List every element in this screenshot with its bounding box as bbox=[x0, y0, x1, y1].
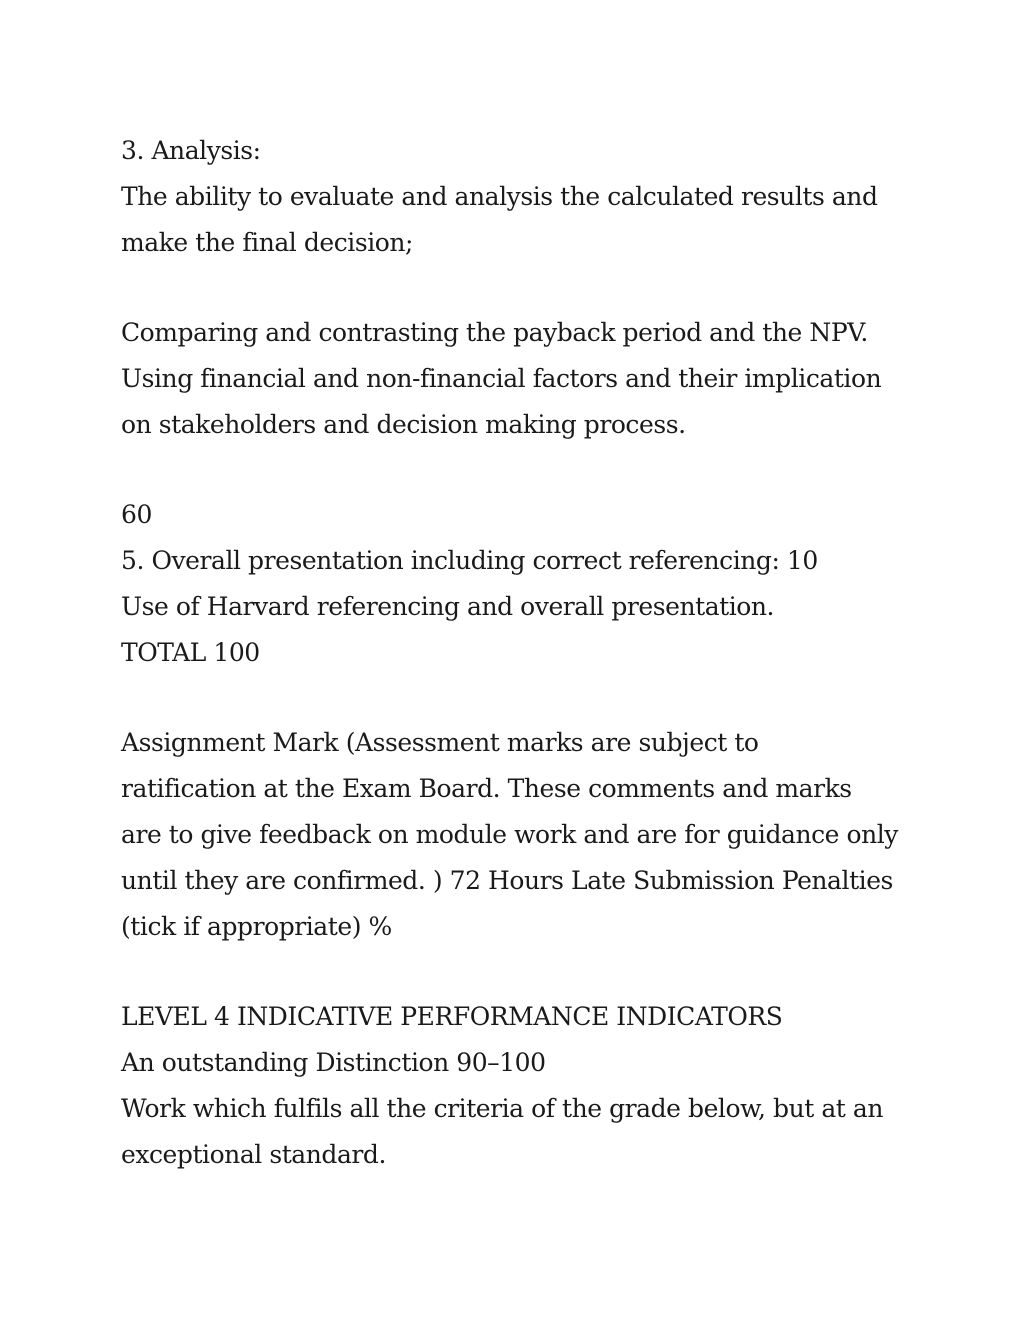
paragraph-spacer bbox=[121, 266, 921, 310]
paragraph-line: make the final decision; bbox=[121, 228, 413, 257]
paragraph-spacer bbox=[121, 950, 921, 994]
paragraph-line: exceptional standard. bbox=[121, 1140, 386, 1169]
paragraph-line: Work which fulfils all the criteria of the grade below, but at an bbox=[121, 1094, 883, 1123]
paragraph-line: Comparing and contrasting the payback period and the NPV. bbox=[121, 318, 868, 347]
grade-band-heading: An outstanding Distinction 90–100 bbox=[121, 1048, 546, 1077]
section-heading-level4: LEVEL 4 INDICATIVE PERFORMANCE INDICATORS bbox=[121, 1002, 783, 1031]
paragraph-spacer bbox=[121, 448, 921, 492]
comparison-paragraph bbox=[121, 310, 921, 448]
paragraph-line: on stakeholders and decision making process. bbox=[121, 410, 686, 439]
assignment-mark-paragraph bbox=[121, 720, 921, 950]
paragraph-line: The ability to evaluate and analysis the calculated results and bbox=[121, 182, 878, 211]
paragraph-line: until they are confirmed. ) 72 Hours Late Submission Penalties bbox=[121, 866, 893, 895]
section-heading-presentation: 5. Overall presentation including correct referencing: 10 bbox=[121, 546, 818, 575]
paragraph-line: Use of Harvard referencing and overall presentation. bbox=[121, 592, 775, 621]
performance-indicators-section bbox=[121, 994, 921, 1178]
paragraph-spacer bbox=[121, 676, 921, 720]
paragraph-line: ratification at the Exam Board. These comments and marks bbox=[121, 774, 852, 803]
paragraph-line: Using financial and non-financial factors and their implication bbox=[121, 364, 882, 393]
section-heading-analysis: 3. Analysis: bbox=[121, 136, 261, 165]
paragraph-line: (tick if appropriate) % bbox=[121, 912, 392, 941]
paragraph-line: Assignment Mark (Assessment marks are subject to bbox=[121, 728, 759, 757]
analysis-section bbox=[121, 128, 921, 266]
analysis-mark-value: 60 bbox=[121, 500, 152, 529]
marks-section bbox=[121, 492, 921, 676]
total-marks: TOTAL 100 bbox=[121, 638, 260, 667]
paragraph-line: are to give feedback on module work and are for guidance only bbox=[121, 820, 898, 849]
document-body bbox=[121, 128, 921, 1178]
